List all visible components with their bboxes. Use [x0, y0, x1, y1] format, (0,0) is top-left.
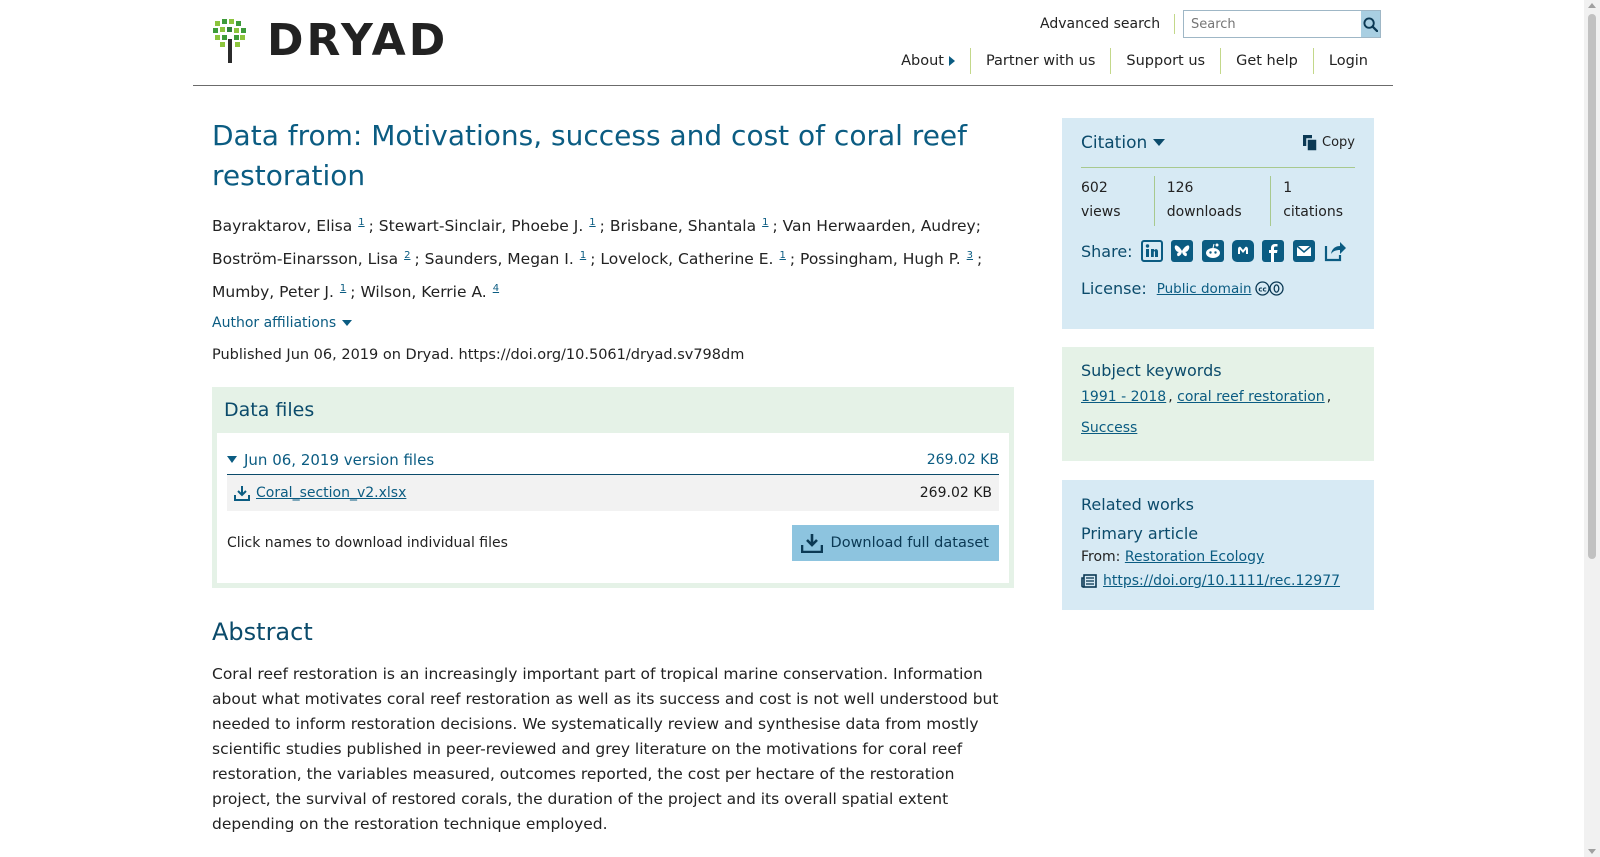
version-label-wrap	[227, 451, 434, 469]
logo-text: DRYAD	[267, 15, 449, 66]
data-files-heading: Data files	[224, 399, 315, 422]
copy-icon	[1303, 135, 1317, 151]
author-affiliation-ref[interactable]: 1	[339, 283, 347, 295]
author-affiliation-ref[interactable]: 1	[358, 217, 365, 228]
keyword-link[interactable]: 1991 - 2018	[1081, 389, 1167, 405]
cc-zero-icon	[1255, 281, 1285, 296]
copy-citation-button[interactable]	[1303, 135, 1355, 151]
advanced-search-link[interactable]: Advanced search	[1040, 14, 1175, 34]
nav-login[interactable]: Login	[1313, 48, 1383, 74]
metrics	[1081, 176, 1355, 226]
author-name: Stewart-Sinclair, Phoebe J.	[378, 217, 584, 236]
reddit-icon[interactable]	[1201, 239, 1223, 263]
citation-toggle[interactable]	[1081, 133, 1165, 153]
file-row	[227, 475, 999, 511]
download-full-dataset-label: Download full dataset	[830, 535, 989, 552]
citation-label: Citation	[1081, 132, 1148, 153]
downloads-metric	[1154, 176, 1271, 226]
file-size: 269.02 KB	[919, 485, 992, 502]
license-link[interactable]: Public domain	[1156, 280, 1252, 297]
author-name: Possingham, Hugh P.	[800, 250, 961, 269]
main-content	[212, 110, 1014, 837]
subject-keywords-panel	[1062, 347, 1374, 461]
author-name: Lovelock, Catherine E.	[600, 250, 774, 269]
nav-help[interactable]: Get help	[1220, 48, 1313, 74]
page-title: Data from: Motivations, success and cost of coral reef restoration	[212, 119, 968, 192]
published-info: Published Jun 06, 2019 on Dryad. https://doi.org/10.5061/dryad.sv798dm	[212, 347, 745, 364]
author-affiliation-ref[interactable]: 1	[579, 250, 587, 262]
facebook-icon[interactable]	[1262, 239, 1284, 263]
author-affiliation-ref[interactable]: 1	[762, 217, 769, 228]
citation-header	[1081, 118, 1355, 168]
author-affiliation-ref[interactable]: 1	[779, 250, 786, 262]
bluesky-icon[interactable]	[1171, 239, 1193, 263]
citations-count: 1	[1283, 180, 1293, 196]
author-name: Saunders, Megan I.	[424, 250, 574, 269]
related-doi-link[interactable]: https://doi.org/10.1111/rec.12977	[1103, 573, 1341, 589]
author-name: Bayraktarov, Elisa	[212, 217, 353, 236]
from-label: From:	[1081, 549, 1121, 565]
svg-text:cc: cc	[1257, 285, 1267, 294]
author-affiliation-ref[interactable]: 4	[492, 283, 500, 295]
scroll-up-icon[interactable]	[1588, 3, 1596, 8]
citations-metric[interactable]	[1270, 176, 1355, 226]
scroll-thumb[interactable]	[1588, 14, 1596, 559]
nav-about[interactable]	[886, 48, 970, 74]
author-affiliations-label: Author affiliations	[212, 315, 337, 332]
nav-about-label: About	[901, 53, 944, 69]
related-works-panel	[1062, 480, 1374, 610]
copy-label: Copy	[1322, 135, 1355, 150]
author-name: Brisbane, Shantala	[609, 217, 757, 236]
search-icon	[1363, 17, 1378, 32]
download-hint: Click names to download individual files	[227, 535, 508, 552]
mastodon-icon[interactable]	[1232, 239, 1254, 263]
views-count: 602	[1081, 180, 1108, 196]
nav-support[interactable]: Support us	[1110, 48, 1220, 74]
download-icon	[234, 485, 250, 501]
keywords-list: 1991 - 2018 , coral reef restoration , Success	[1081, 389, 1332, 436]
journal-link[interactable]: Restoration Ecology	[1124, 549, 1265, 565]
download-icon	[801, 533, 823, 553]
author-name: Wilson, Kerrie A.	[360, 283, 487, 302]
keyword-link[interactable]: coral reef restoration	[1177, 389, 1325, 405]
related-from	[1081, 549, 1355, 565]
caret-right-icon	[949, 56, 955, 66]
version-toggle[interactable]	[227, 445, 999, 475]
author-affiliation-ref[interactable]: 3	[966, 250, 974, 262]
author-name: Mumby, Peter J.	[212, 283, 334, 302]
data-files-body	[217, 433, 1009, 583]
license-row	[1081, 279, 1355, 298]
keyword-link[interactable]: Success	[1081, 420, 1138, 436]
search-input[interactable]	[1184, 11, 1361, 37]
data-files-footer	[227, 525, 999, 561]
abstract-text: Coral reef restoration is an increasingly important part of tropical marine conservation. Information about what motivates coral reef restoration as well as its success and cost is not well understood but needed to inform restoration decisions. We systematically review and synthesise data from mostly scientific studies published in peer-reviewed and grey literature on the motivations for coral reef restoration, the variables measured, outcomes reported, the cost per hectare of the restoration project, the survival of restored corals, the duration of the project and its overall spatial extent depending on the restoration technique employed.	[212, 665, 999, 834]
newspaper-icon	[1081, 574, 1097, 588]
views-metric	[1081, 176, 1154, 226]
search-button[interactable]	[1361, 11, 1380, 37]
license-label: License:	[1081, 279, 1147, 298]
abstract-heading: Abstract	[212, 618, 313, 647]
share-icon[interactable]	[1323, 239, 1347, 263]
email-icon[interactable]	[1293, 239, 1315, 263]
site-header	[193, 0, 1393, 86]
primary-article-label: Primary article	[1081, 524, 1199, 543]
related-doi-row	[1081, 573, 1355, 589]
download-full-dataset-button[interactable]	[792, 525, 999, 561]
caret-down-icon	[342, 320, 352, 326]
share-row	[1081, 236, 1355, 266]
scroll-down-icon[interactable]	[1588, 849, 1596, 854]
data-files-panel	[212, 387, 1014, 588]
author-affiliations-toggle[interactable]	[212, 315, 352, 331]
author-name: Boström-Einarsson, Lisa	[212, 250, 399, 269]
citation-panel	[1062, 118, 1374, 329]
author-affiliation-ref[interactable]: 2	[404, 250, 411, 262]
search-form	[1183, 10, 1381, 38]
share-label: Share:	[1081, 241, 1133, 261]
caret-down-icon	[1153, 139, 1165, 146]
page-scrollbar[interactable]	[1584, 0, 1600, 857]
author-affiliation-ref[interactable]: 1	[589, 217, 596, 228]
caret-down-icon	[227, 456, 237, 463]
main-nav	[193, 48, 1383, 74]
related-works-title: Related works	[1081, 495, 1194, 514]
citations-label: citations	[1283, 204, 1343, 220]
nav-partner[interactable]: Partner with us	[970, 48, 1110, 74]
author-name: Van Herwaarden, Audrey	[782, 217, 976, 236]
downloads-count: 126	[1166, 180, 1194, 196]
author-list: Bayraktarov, Elisa $^1$ ; Stewart-Sinclair, Phoebe J. $^1$ ; Brisbane, Shantala $^1$ ; Van Herwaarden, Audrey; Boström-Einarsson, Lisa $^2$ ; Saunders, Megan I. $^1$ ; Lovelock, Catherine E. $^1$ ; Possingham, Hugh P. $^3$ ; Mumby, Peter J. $^1$ ; Wilson, Kerrie A. $^4$	[212, 217, 983, 302]
linkedin-icon[interactable]	[1141, 239, 1163, 263]
file-download-link[interactable]: Coral_section_v2.xlsx	[256, 485, 407, 502]
file-link-wrap	[234, 485, 406, 501]
version-label: Jun 06, 2019 version files	[244, 450, 435, 469]
views-label: views	[1081, 204, 1121, 220]
keywords-title: Subject keywords	[1081, 361, 1222, 380]
downloads-label: downloads	[1166, 204, 1242, 220]
version-size: 269.02 KB	[926, 451, 999, 468]
